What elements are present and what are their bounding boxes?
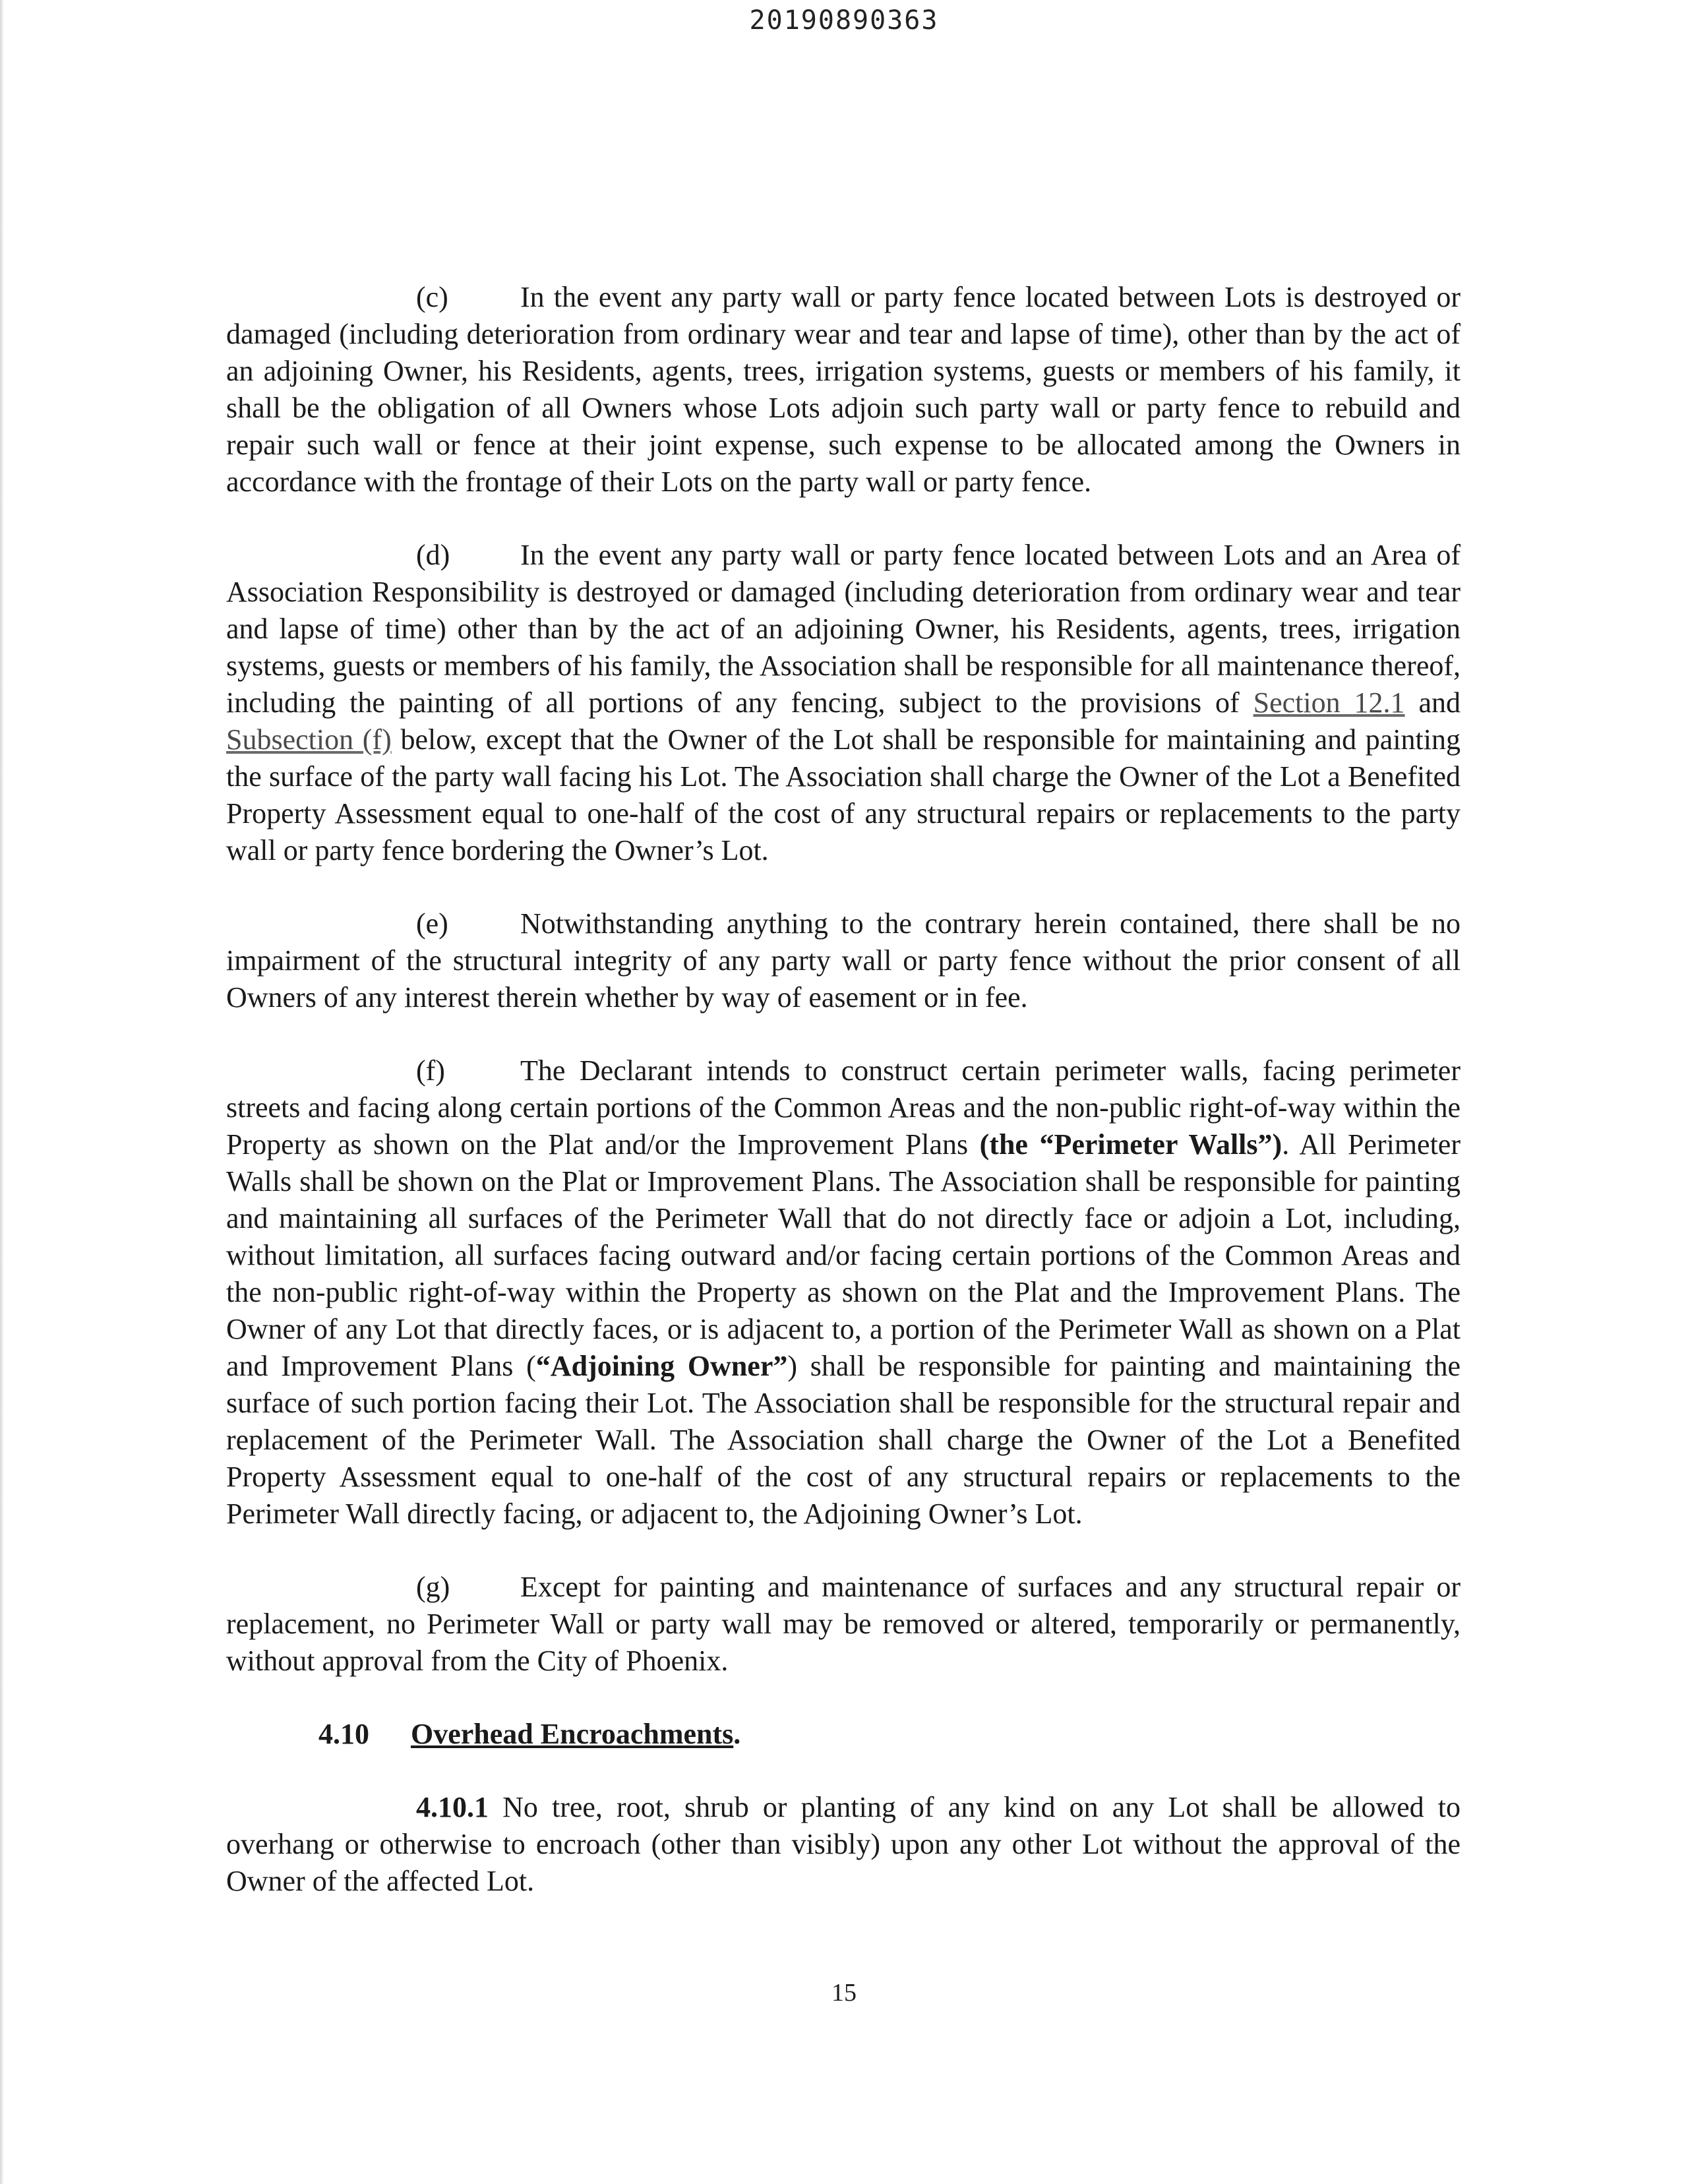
paragraph-c [226,279,1461,501]
paragraph-f [226,1052,1461,1532]
page-number: 15 [831,1979,857,2007]
paragraph-label: (d) [416,539,450,571]
section-title-period: . [733,1718,741,1750]
section-number: 4.10 [318,1718,369,1750]
paragraph-text: Except for painting and maintenance of surfaces and any structural repair or replacement, no Perimeter Wall or party wall may be removed or altered, temporarily or permanently, without approval from the City of Phoenix. [226,1571,1461,1677]
document-body [226,279,1461,1936]
section-heading-4-10 [318,1716,1461,1753]
defined-term-perimeter-walls: (the “Perimeter Walls”) [979,1128,1282,1161]
recording-number: 20190890363 [749,5,939,36]
paragraph-d [226,537,1461,869]
subsection-text: No tree, root, shrub or planting of any kind on any Lot shall be allowed to overhang or otherwise to encroach (other than visibly) upon any other Lot without the approval of the Owner of the affected Lot. [226,1791,1461,1897]
paragraph-label: (e) [416,907,448,940]
section-title: Overhead Encroachments [411,1718,734,1750]
paragraph-label: (f) [416,1054,445,1087]
defined-term-adjoining-owner: “Adjoining Owner” [535,1350,788,1382]
subsection-number: 4.10.1 [416,1791,489,1823]
section-12-1-link[interactable]: Section 12.1 [1253,686,1405,719]
subsection-f-link[interactable]: Subsection (f) [226,723,392,756]
paragraph-text: . All Perimeter Walls shall be shown on the Plat or Improvement Plans. The Association shall be responsible for painting and maintaining all surfaces of the Perimeter Wall that do not directly face or adjoin a Lot, including, without limitation, all surfaces facing outward and/or facing certain portions of the Common Areas and the non-public right-of-way within the Property as shown on the Plat and the Improvement Plans. The Owner of any Lot that directly faces, or is adjacent to, a portion of the Perimeter Wall as shown on a Plat and Improvement Plans ( [226,1128,1461,1382]
paragraph-text: Notwithstanding anything to the contrary herein contained, there shall be no impairment of the structural integrity of any party wall or party fence without the prior consent of all Owners of any interest therein whether by way of easement or in fee. [226,907,1461,1014]
subsection-4-10-1 [226,1789,1461,1900]
paragraph-g [226,1569,1461,1680]
paragraph-text: The Declarant intends to construct certain perimeter walls, facing perimeter streets and facing along certain portions of the Common Areas and the non-public right-of-way within the Property as shown on the Plat and/or the Improvement Plans [226,1054,1461,1161]
paragraph-text: and [1404,686,1461,719]
scan-edge-shadow [0,0,4,2184]
paragraph-label: (g) [416,1571,450,1603]
paragraph-text: In the event any party wall or party fence located between Lots is destroyed or damaged (including deterioration from ordinary wear and tear and lapse of time), other than by the act of an adjoining Owner, his Residents, agents, trees, irrigation systems, guests or members of his family, it shall be the obligation of all Owners whose Lots adjoin such party wall or party fence to rebuild and repair such wall or fence at their joint expense, such expense to be allocated among the Owners in accordance with the frontage of their Lots on the party wall or party fence. [226,281,1461,498]
paragraph-text: ) shall be responsible for painting and maintaining the surface of such portion facing their Lot. The Association shall be responsible for the structural repair and replacement of the Perimeter Wall. The Association shall charge the Owner of the Lot a Benefited Property Assessment equal to one-half of the cost of any structural repairs or replacements to the Perimeter Wall directly facing, or adjacent to, the Adjoining Owner’s Lot. [226,1350,1461,1530]
paragraph-label: (c) [416,281,448,313]
paragraph-text: In the event any party wall or party fence located between Lots and an Area of Association Responsibility is destroyed or damaged (including deterioration from ordinary wear and tear and lapse of time) other than by the act of an adjoining Owner, his Residents, agents, trees, irrigation systems, guests or members of his family, the Association shall be responsible for all maintenance thereof, including the painting of all portions of any fencing, subject to the provisions of [226,539,1461,719]
paragraph-e [226,905,1461,1016]
paragraph-text: below, except that the Owner of the Lot shall be responsible for maintaining and painting the surface of the party wall facing his Lot. The Association shall charge the Owner of the Lot a Benefited Property Assessment equal to one-half of the cost of any structural repairs or replacements to the party wall or party fence bordering the Owner’s Lot. [226,723,1461,866]
